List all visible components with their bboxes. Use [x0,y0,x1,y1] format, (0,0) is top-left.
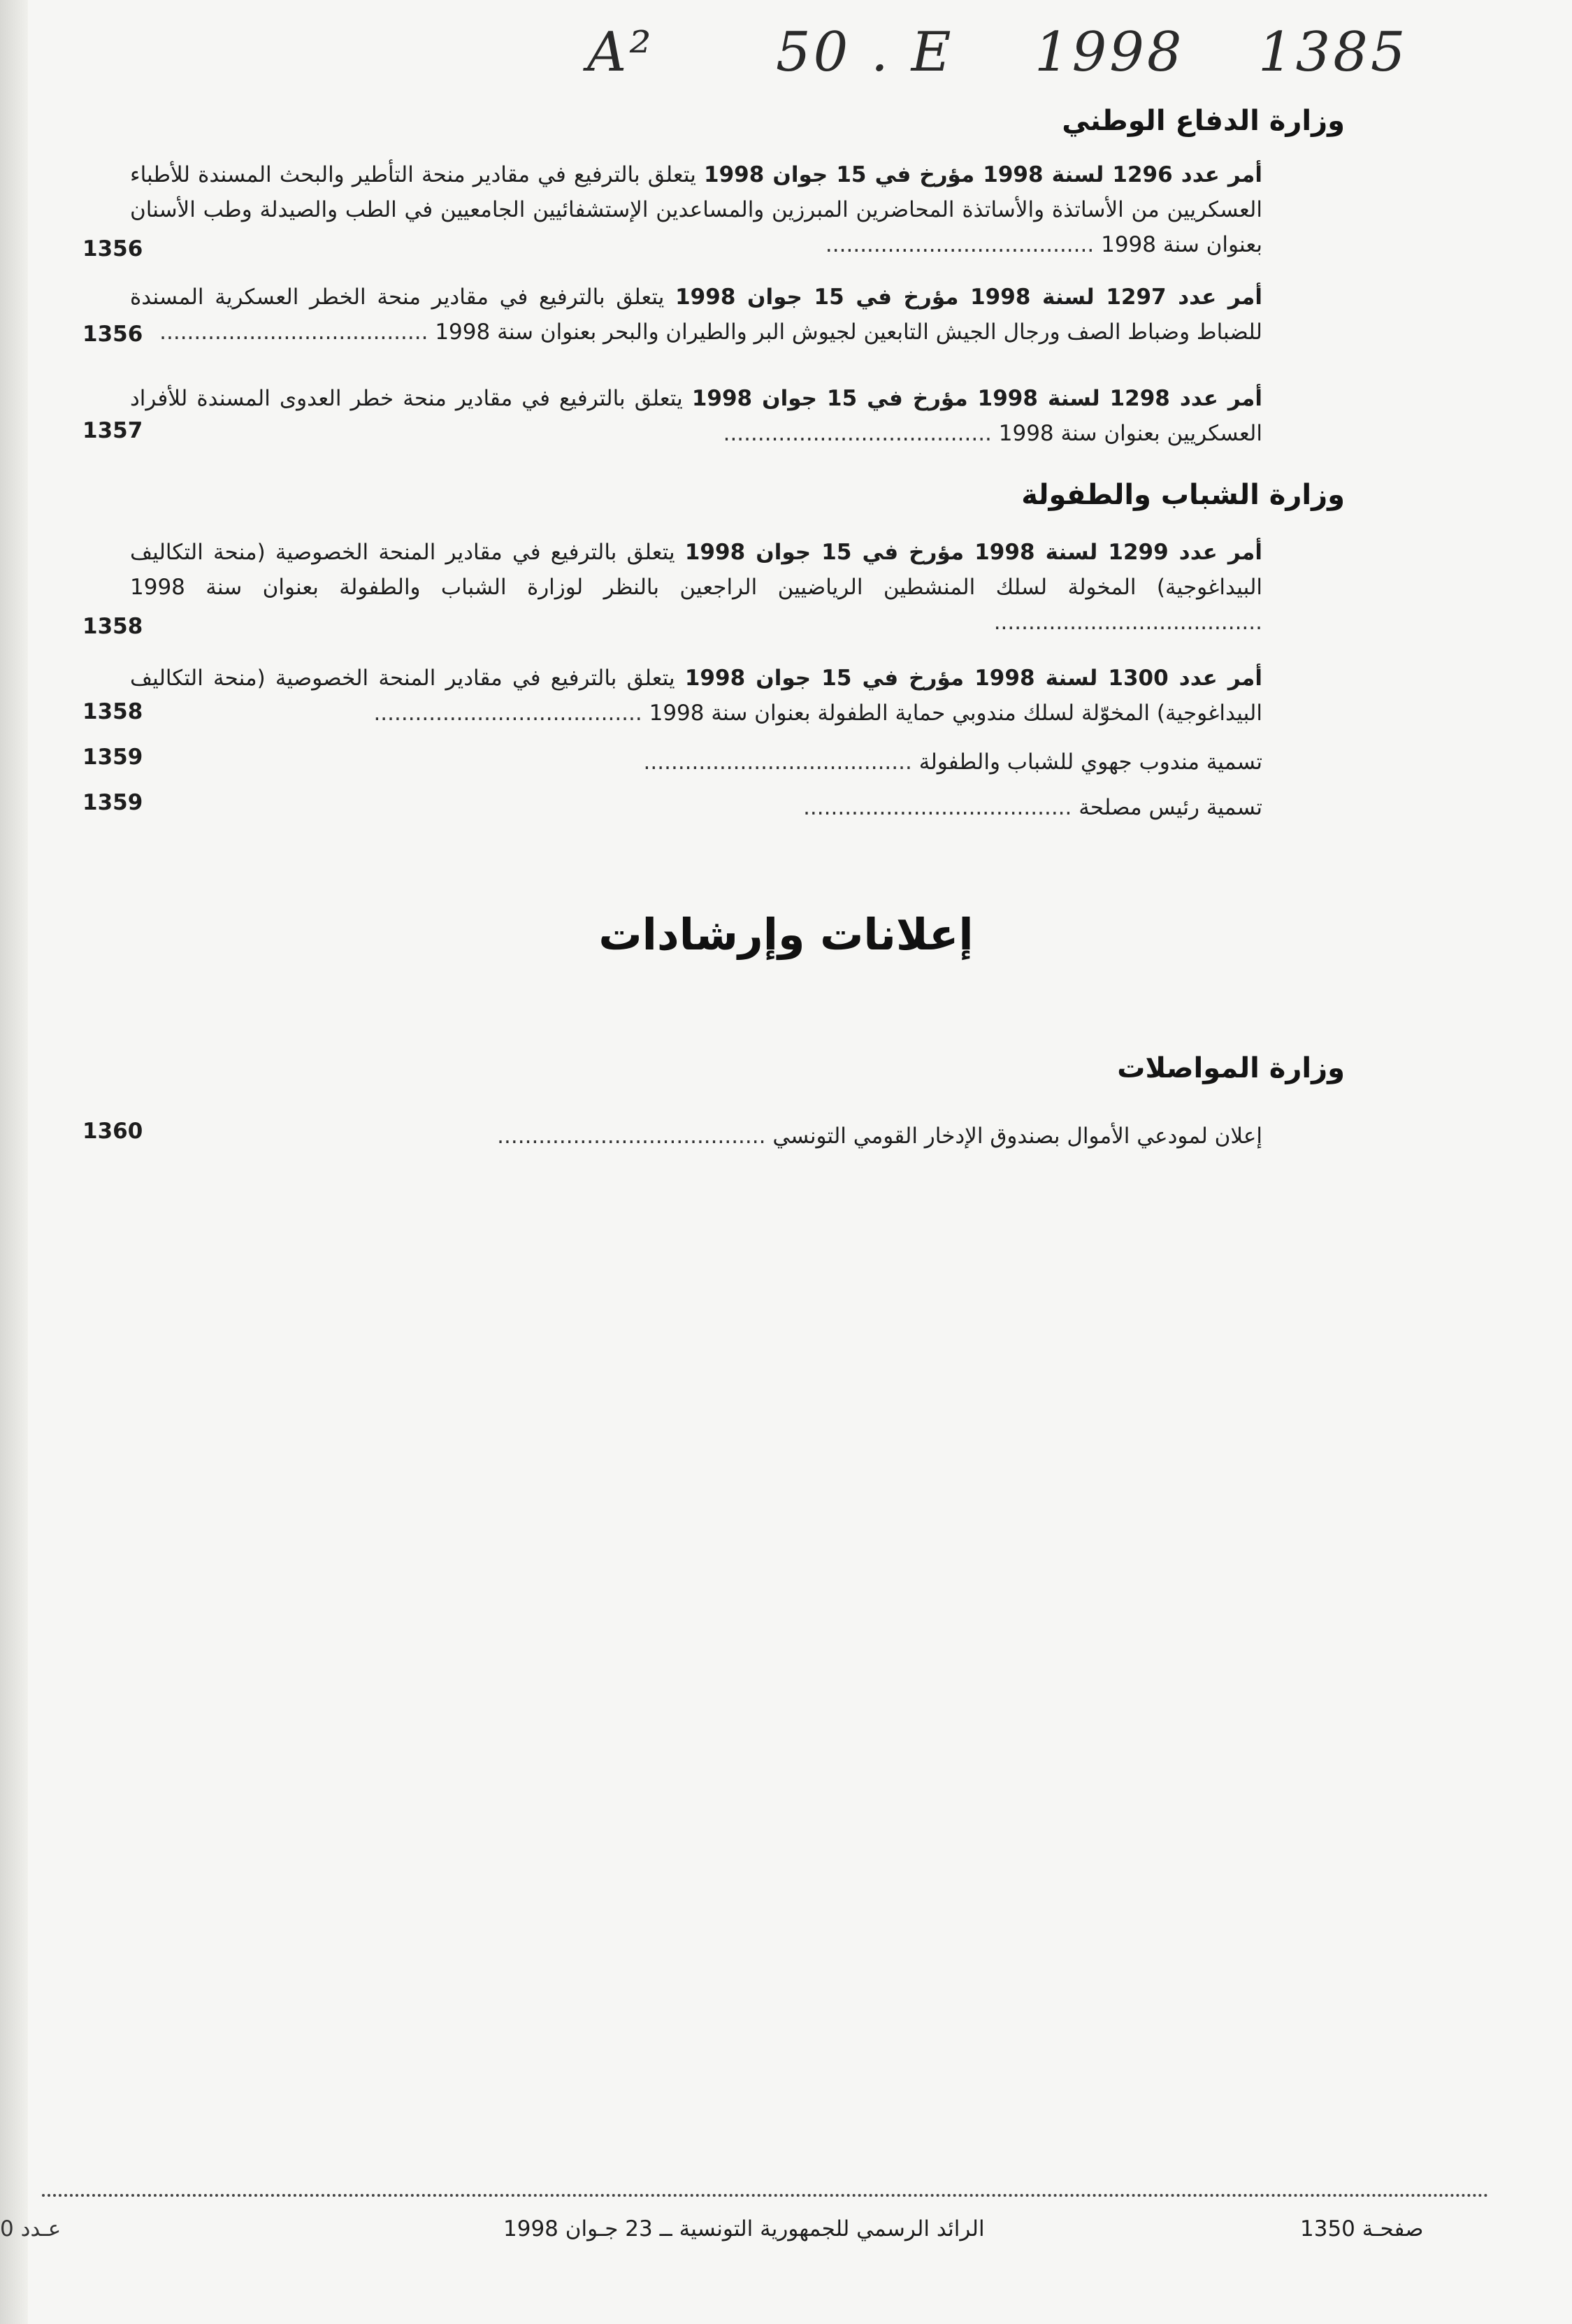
handwritten-note-a: A² [587,21,654,84]
entry-text: يتعلق بالترفيع في مقادير المنحة الخصوصية (منحة التكاليف البيداغوجية) المخولة لسلك المنشطين الرياضيين الراجعين بالنظر لوزارة الشباب والطفولة بعنوان سنة 1998 [130,540,1262,600]
toc-entry [130,157,1262,262]
entry-text: يتعلق بالترفيع في مقادير منحة التأطير والبحث المسندة للأطباء العسكريين من الأساتذة والأساتذة المحاضرين المبرزين والمساعدين الإستشفائيين الجامعيين في الطب والصيدلة وطب الأسنان بعنوان سنة 1998 [130,162,1262,257]
entry-head: أمر عدد 1296 لسنة 1998 مؤرخ في 15 جوان 1998 [704,162,1262,187]
entry-text: تسمية مندوب جهوي للشباب والطفولة [918,749,1262,775]
footer-divider [42,2194,1489,2197]
dot-leader: ....................................... [497,1124,766,1149]
section-title-youth: وزارة الشباب والطفولة [1021,479,1345,511]
section-title-defense: وزارة الدفاع الوطني [1062,105,1345,137]
footer-journal-title: الرائد الرسمي للجمهورية التونسية ــ 23 جـوان 1998 [503,2216,985,2241]
handwritten-note-c: 1998 [1034,21,1185,84]
dot-leader: ....................................... [825,232,1095,257]
entry-text: إعلان لمودعي الأموال بصندوق الإدخار القومي التونسي [772,1124,1262,1149]
dot-leader: ....................................... [723,421,992,446]
entry-head: أمر عدد 1300 لسنة 1998 مؤرخ في 15 جوان 1998 [684,666,1263,691]
handwritten-note-b: 50 . E [776,21,954,84]
entry-text: يتعلق بالترفيع في مقادير منحة خطر العدوى المسندة للأفراد العسكريين بعنوان سنة 1998 [130,386,1262,446]
toc-entry [130,381,1262,451]
page-number: 1359 [82,745,143,770]
section-title-transport: وزارة المواصلات [1117,1052,1345,1084]
footer-page-label: صفحـة 1350 [1300,2216,1424,2241]
toc-entry [130,745,1262,780]
page-number: 1360 [82,1119,143,1144]
entry-head: أمر عدد 1297 لسنة 1998 مؤرخ في 15 جوان 1998 [675,285,1262,310]
toc-entry [130,661,1262,731]
dot-leader: ....................................... [993,610,1262,635]
page-number: 1358 [82,699,143,724]
announcements-heading: إعلانات وإرشادات [598,909,974,960]
page-number: 1358 [82,614,143,639]
page-edge-shadow [0,0,28,2324]
entry-text: يتعلق بالترفيع في مقادير المنحة الخصوصية (منحة التكاليف البيداغوجية) المخوّلة لسلك مندوبي حماية الطفولة بعنوان سنة 1998 [130,666,1262,726]
page-number: 1356 [82,236,143,261]
dot-leader: ....................................... [159,320,428,345]
entry-text: تسمية رئيس مصلحة [1079,795,1262,820]
page-number: 1357 [82,418,143,443]
toc-entry [130,790,1262,825]
dot-leader: ....................................... [643,749,912,775]
footer-issue-edge: عـدد 0 [0,2216,62,2241]
entry-head: أمر عدد 1299 لسنة 1998 مؤرخ في 15 جوان 1998 [684,540,1263,565]
page-number: 1359 [82,790,143,815]
toc-entry [130,1119,1262,1154]
handwritten-note-d: 1385 [1258,21,1408,84]
toc-entry [130,535,1262,640]
entry-head: أمر عدد 1298 لسنة 1998 مؤرخ في 15 جوان 1998 [691,386,1262,411]
dot-leader: ....................................... [373,701,642,726]
entry-text: يتعلق بالترفيع في مقادير منحة الخطر العسكرية المسندة للضباط وضباط الصف ورجال الجيش التابعين لجيوش البر والطيران والبحر بعنوان سنة 1998 [130,285,1262,345]
toc-entry [130,280,1262,350]
page-number: 1356 [82,322,143,347]
dot-leader: ....................................... [803,795,1072,820]
